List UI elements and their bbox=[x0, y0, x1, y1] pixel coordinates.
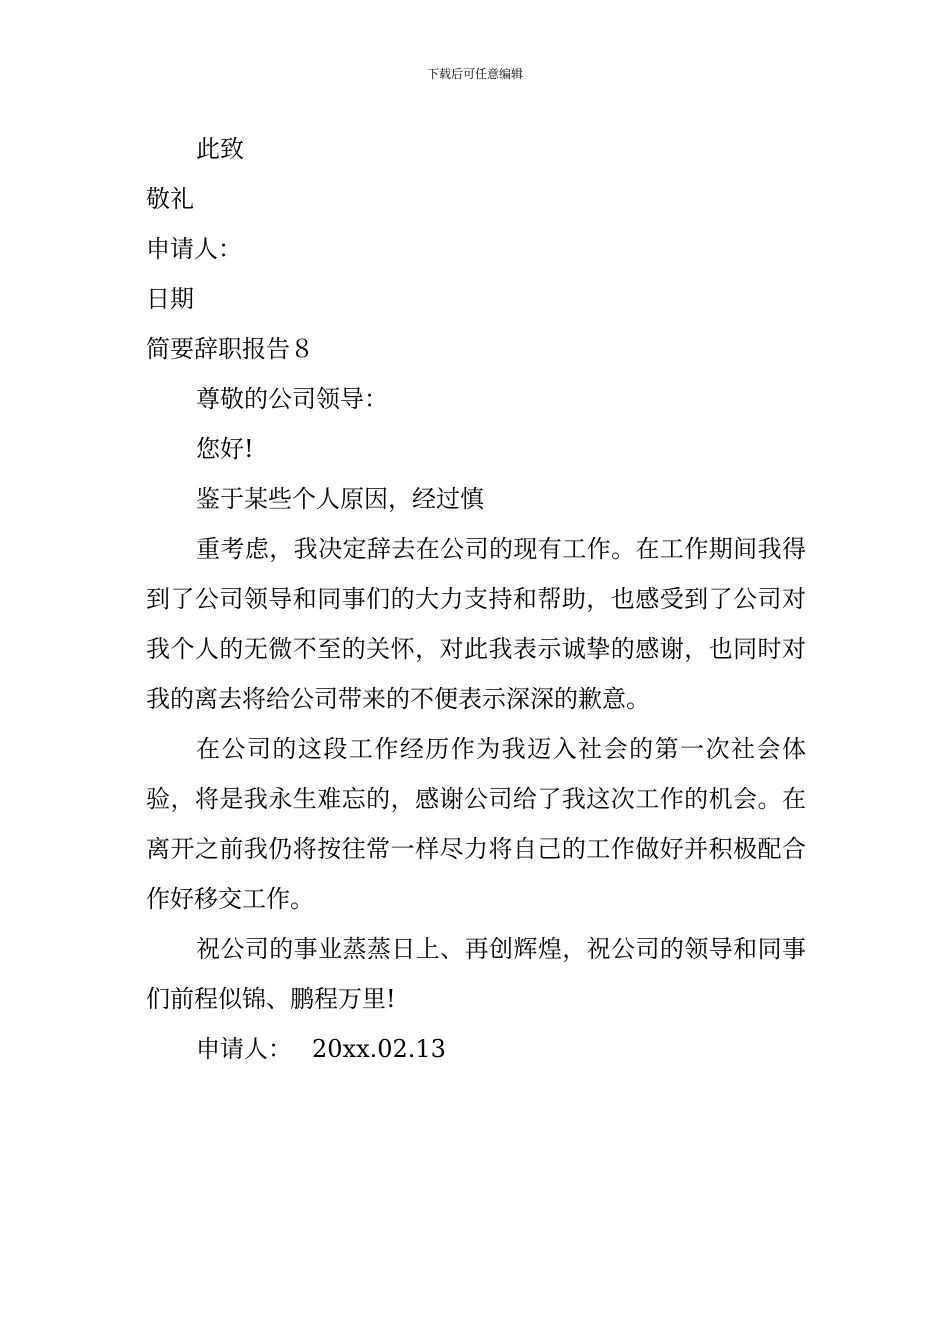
applicant-label: 申请人： bbox=[146, 235, 242, 263]
page-header-note: 下载后可任意编辑 bbox=[426, 67, 523, 81]
signature-line bbox=[146, 1024, 806, 1074]
section-title: 简要辞职报告８ bbox=[146, 335, 314, 363]
signature-date: 20xx.02.13 bbox=[312, 1035, 446, 1063]
date-label: 日期 bbox=[146, 285, 194, 313]
signature-label: 申请人： bbox=[196, 1035, 292, 1063]
closing-line-2: 敬礼 bbox=[146, 185, 194, 213]
opening-line: 鉴于某些个人原因，经过慎 bbox=[196, 485, 484, 513]
body-paragraph-3: 祝公司的事业蒸蒸日上、再创辉煌，祝公司的领导和同事们前程似锦、鹏程万里! bbox=[146, 935, 806, 1013]
salutation: 尊敬的公司领导： bbox=[196, 385, 388, 413]
greeting: 您好! bbox=[196, 435, 254, 463]
closing-line-1: 此致 bbox=[196, 135, 244, 163]
document-body bbox=[146, 124, 806, 1074]
body-paragraph-1: 重考虑，我决定辞去在公司的现有工作。在工作期间我得到了公司领导和同事们的大力支持和帮助，也感受到了公司对我个人的无微不至的关怀，对此我表示诚挚的感谢，也同时对我的离去将给公司带来的不便表示深深的歉意。 bbox=[146, 535, 806, 713]
body-paragraph-2: 在公司的这段工作经历作为我迈入社会的第一次社会体验，将是我永生难忘的，感谢公司给了我这次工作的机会。在离开之前我仍将按往常一样尽力将自己的工作做好并积极配合作好移交工作。 bbox=[146, 735, 806, 913]
